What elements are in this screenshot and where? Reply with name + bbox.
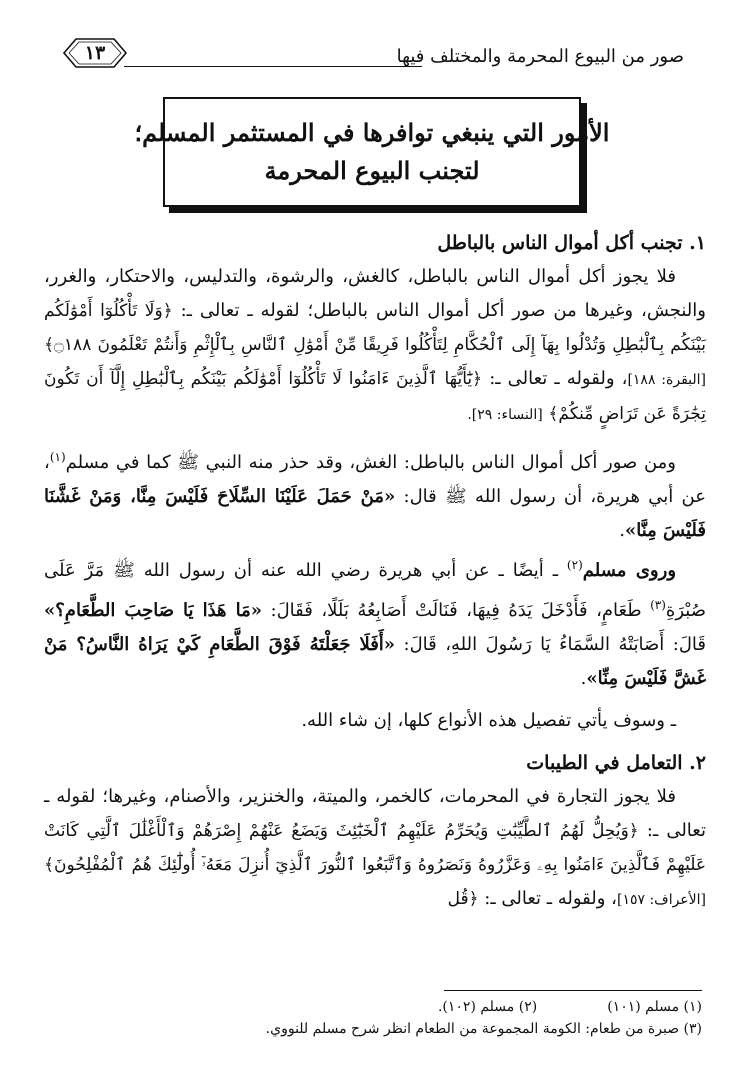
- page-number-badge: [60, 36, 130, 70]
- paragraph-text: ، عن أبي هريرة، أن رسول الله ﷺ قال:: [44, 452, 706, 507]
- section-1-paragraph-4: [44, 704, 706, 738]
- paragraph-text: ، ولقوله ـ تعالى ـ:: [489, 368, 628, 389]
- running-header: [52, 32, 684, 78]
- section-1-paragraph-1: [44, 260, 706, 432]
- quran-verse: ﴿يَٰٓأَيُّهَا ٱلَّذِينَ ءَامَنُوا لَا تَأْكُلُوٓا أَمْوَٰلَكُم بَيْنَكُم بِٱلْبَٰطِلِ إِلَّآ أَن تَكُونَ تِجَٰرَةً عَن تَرَاضٍ مِّنكُمْ﴾: [44, 369, 706, 424]
- verse-reference: [الأعراف: ١٥٧]: [616, 892, 706, 908]
- chapter-title-line-2: لتجنب البيوع المحرمة: [264, 156, 480, 185]
- paragraph-text: ومن صور أكل أموال الناس بالباطل: الغش، وقد حذر منه النبي ﷺ كما في مسلم: [65, 452, 676, 473]
- page-number: ١٣: [84, 42, 106, 64]
- section-1-paragraph-2: [44, 440, 706, 548]
- paragraph-text: وروى مسلم: [582, 560, 677, 581]
- paragraph-text: ـ وسوف يأتي تفصيل هذه الأنواع كلها، إن شاء الله.: [301, 710, 676, 731]
- verse-reference: [النساء: ٢٩].: [467, 407, 543, 423]
- footnote-marker: (١): [49, 450, 66, 464]
- section-heading-2: ٢. التعامل في الطيبات: [526, 752, 706, 774]
- page-body: [44, 226, 706, 917]
- chapter-title-line-1: الأمور التي ينبغي توافرها في المستثمر المسلم؛: [134, 118, 610, 147]
- quran-verse: ﴿وَيُحِلُّ لَهُمُ ٱلطَّيِّبَٰتِ وَيُحَرِّمُ عَلَيْهِمُ ٱلْخَبَٰٓئِثَ وَيَضَعُ عَنْهُمْ إِصْرَهُمْ وَٱلْأَغْلَٰلَ ٱلَّتِي كَانَتْ عَلَيْهِمْ فَٱلَّذِينَ ءَامَنُوا بِهِۦ وَعَزَّرُوهُ وَنَصَرُوهُ وَٱتَّبَعُوا ٱلنُّورَ ٱلَّذِيٓ أُنزِلَ مَعَهُۥٓ أُولَٰٓئِكَ هُمُ ٱلْمُفْلِحُونَ﴾: [44, 821, 706, 875]
- running-header-title: صور من البيوع المحرمة والمختلف فيها: [396, 46, 684, 67]
- paragraph-text: قَالَ: أَصَابَتْهُ السَّمَاءُ يَا رَسُولَ اللهِ، قَالَ:: [403, 634, 706, 655]
- chapter-title-box: [134, 97, 610, 207]
- paragraph-text: فلا يجوز التجارة في المحرمات، كالخمر، والميتة، والخنزير، والأصنام، وغيرها؛ لقوله ـ تعالى ـ:: [44, 786, 706, 841]
- punctuation: .: [580, 668, 587, 689]
- footnote-3: (٣) صبرة من طعام: الكومة المجموعة من الطعام انظر شرح مسلم للنووي.: [265, 1021, 702, 1037]
- section-2-paragraph-1: [44, 780, 706, 917]
- quran-verse: ﴿وَلَا تَأْكُلُوٓا أَمْوَٰلَكُم بَيْنَكُم بِٱلْبَٰطِلِ وَتُدْلُوا بِهَآ إِلَى ٱلْحُكَّامِ لِتَأْكُلُوا فَرِيقًا مِّنْ أَمْوَٰلِ ٱلنَّاسِ بِٱلْإِثْمِ وَأَنتُمْ تَعْلَمُونَ ۝١٨٨﴾: [44, 301, 706, 355]
- footnote-1: (١) مسلم (١٠١): [607, 999, 702, 1015]
- header-rule: [124, 66, 422, 67]
- paragraph-text: ، ولقوله ـ تعالى ـ:: [484, 888, 617, 909]
- section-1-paragraph-3: [44, 548, 706, 696]
- paragraph-text: ـ أيضًا ـ عن أبي هريرة رضي الله عنه أن رسول الله ﷺ مَرَّ عَلَى صُبْرَةِ: [44, 560, 706, 621]
- footnote-rule: [444, 990, 702, 991]
- punctuation: .: [619, 520, 625, 541]
- quran-verse: ﴿قُل: [447, 889, 479, 909]
- hadith-quote: «مَنْ حَمَلَ عَلَيْنَا السِّلَاحَ فَلَيْسَ مِنَّا، وَمَنْ غَشَّنَا فَلَيْسَ مِنَّا»: [44, 486, 706, 541]
- verse-reference: [البقرة: ١٨٨]: [627, 372, 706, 388]
- footnote-marker: (٣): [650, 598, 666, 612]
- paragraph-text: طَعَامٍ، فَأَدْخَلَ يَدَهُ فِيهَا، فَنَالَتْ أَصَابِعُهُ بَلَلًا، فَقَالَ:: [270, 600, 642, 621]
- paragraph-text: فلا يجوز أكل أموال الناس بالباطل، كالغش، والرشوة، والتدليس، والاحتكار، والغرر، والنجش، وغيرها من صور أكل أموال الناس بالباطل؛ لقوله ـ تعالى ـ:: [44, 266, 706, 321]
- hadith-quote: «مَا هَذَا يَا صَاحِبَ الطَّعَامِ؟»: [44, 600, 262, 621]
- section-heading-1: ١. تجنب أكل أموال الناس بالباطل: [437, 232, 706, 254]
- footnotes: [44, 996, 702, 1040]
- footnote-marker: (٢): [566, 558, 583, 572]
- hadith-quote: «أَفَلَا جَعَلْتَهُ فَوْقَ الطَّعَامِ كَيْ يَرَاهُ النَّاسُ؟ مَنْ غَشَّ فَلَيْسَ مِنِّا»: [44, 634, 706, 689]
- footnote-2: (٢) مسلم (١٠٢).: [437, 999, 538, 1015]
